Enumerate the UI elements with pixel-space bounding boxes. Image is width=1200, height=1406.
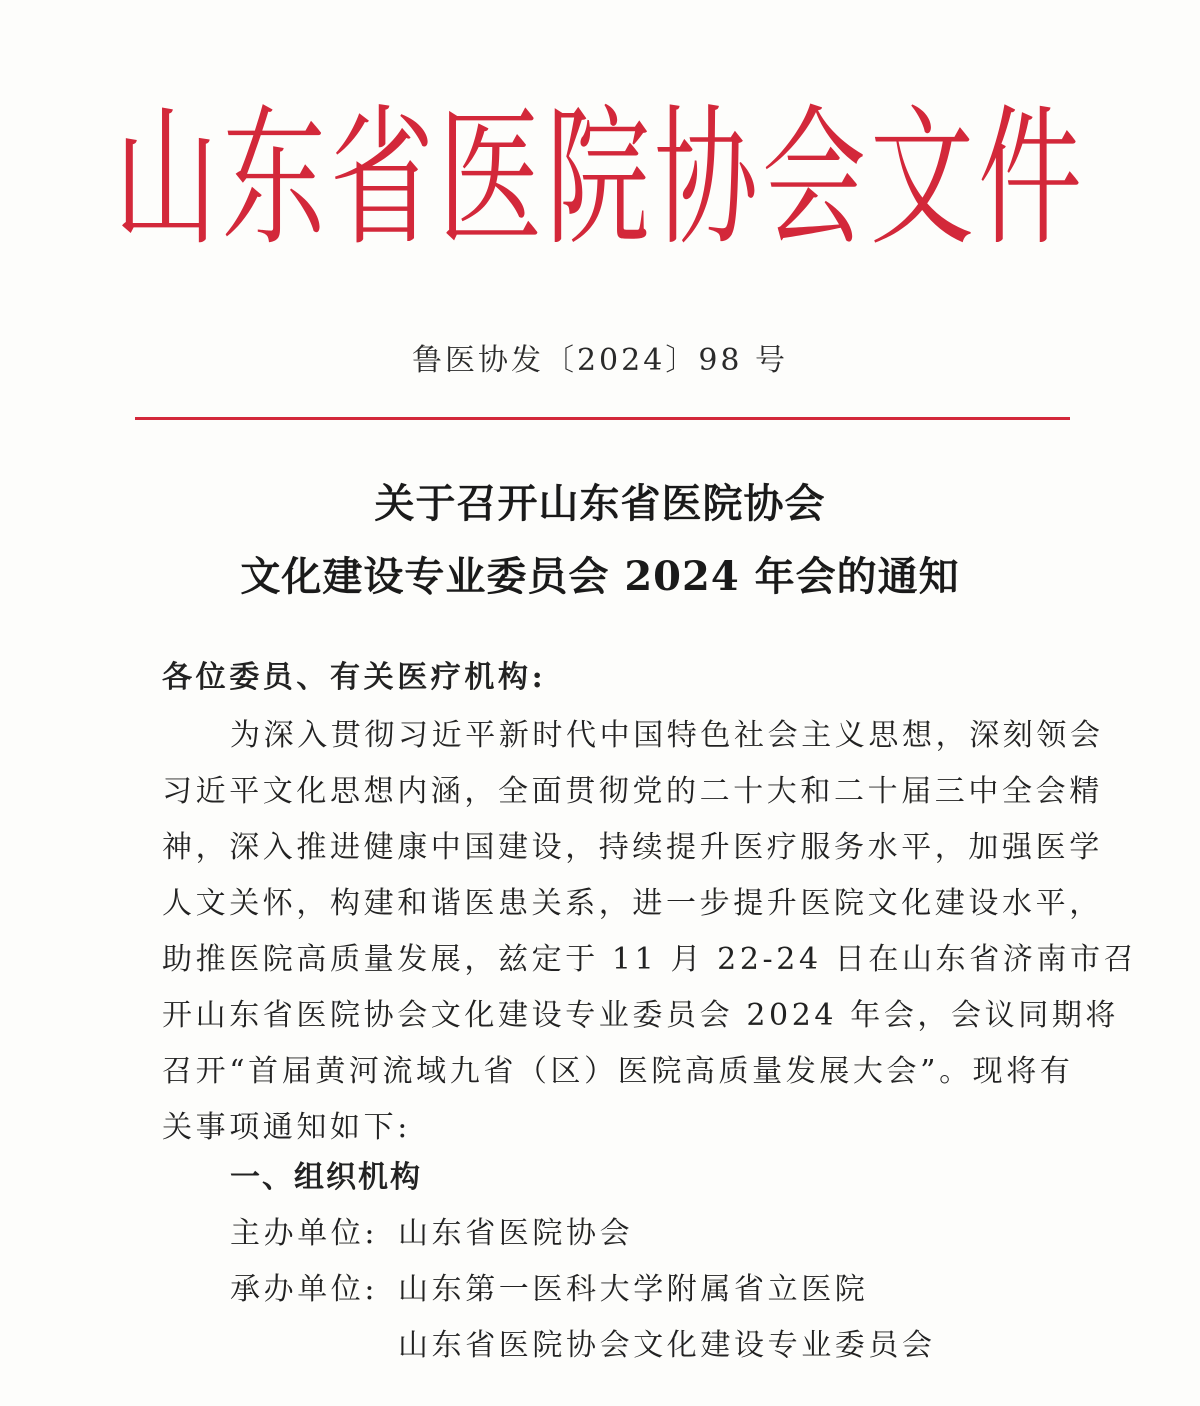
notice-title-line-1: 关于召开山东省医院协会: [374, 480, 826, 527]
section-heading-organization: 一、组织机构: [230, 1160, 422, 1195]
organizer-row: [0, 1264, 1200, 1307]
notice-title-line-2: 文化建设专业委员会 2024 年会的通知: [240, 553, 960, 600]
organizer-row-2: [0, 1320, 1200, 1363]
body-line-2: 习近平文化思想内涵，全面贯彻党的二十大和二十届三中全会精: [162, 774, 1103, 809]
body-line-4: 人文关怀，构建和谐医患关系，进一步提升医院文化建设水平，: [162, 886, 1103, 921]
document-number: 鲁医协发〔2024〕98 号: [411, 343, 789, 378]
body-line-1: 为深入贯彻习近平新时代中国特色社会主义思想，深刻领会: [230, 718, 1104, 753]
body-line-5: 助推医院高质量发展，兹定于 11 月 22-24 日在山东省济南市召: [162, 942, 1138, 977]
host-value: 山东省医院协会: [398, 1216, 634, 1251]
salutation: 各位委员、有关医疗机构:: [162, 660, 547, 695]
organizer-value-2: 山东省医院协会文化建设专业委员会: [398, 1328, 936, 1363]
body-line-6: 开山东省医院协会文化建设专业委员会 2024 年会，会议同期将: [162, 998, 1120, 1033]
body-line-3: 神，深入推进健康中国建设，持续提升医疗服务水平，加强医学: [162, 830, 1103, 865]
host-row: [0, 1208, 1200, 1251]
organizer-value-1: 山东第一医科大学附属省立医院: [398, 1272, 869, 1307]
body-line-8: 关事项通知如下:: [162, 1110, 411, 1145]
organizer-label: 承办单位:: [230, 1272, 379, 1307]
red-divider: [135, 417, 1070, 420]
host-label: 主办单位:: [230, 1216, 379, 1251]
masthead-title: 山东省医院协会文件: [113, 89, 1086, 267]
body-line-7: 召开“首届黄河流域九省（区）医院高质量发展大会”。现将有: [162, 1054, 1074, 1089]
